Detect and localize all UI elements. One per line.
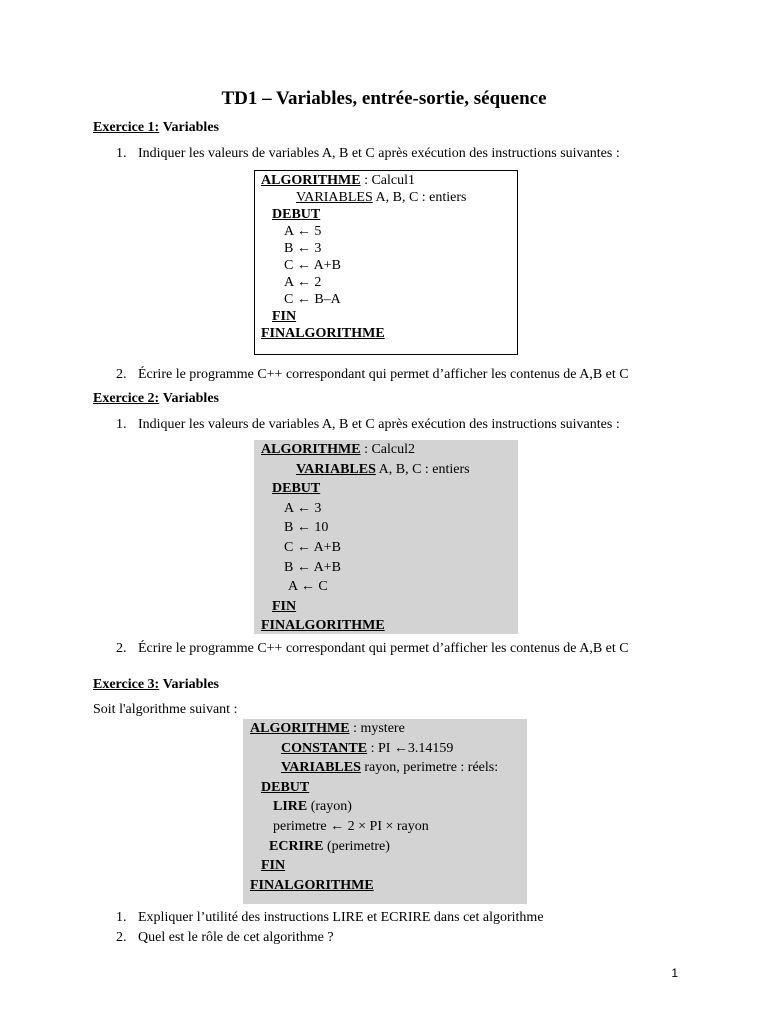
finalgorithme-line [261,616,511,636]
fin-line [261,597,511,617]
instruction-line: B ← 10 [284,520,329,536]
instruction-line: A ← 3 [284,500,322,516]
exercise-2-question-1 [116,417,620,433]
debut-line [261,479,511,499]
finalgorithme-line [261,325,511,342]
instruction-line: C ← A+B [284,539,341,555]
instruction-line: C ← B–A [284,292,341,307]
exercise-3-label: Exercice 3: [93,677,160,692]
finalgorithme-line [250,876,520,896]
algorithm-box-mystere [243,719,527,904]
variables-keyword: VARIABLES [281,760,361,776]
exercise-2-name: Variables [162,391,219,406]
finalgorithme-keyword: FINALGORITHME [250,877,374,893]
ecrire-argument: (perimetre) [323,838,390,854]
exercise-1-label: Exercice 1: [93,120,160,135]
question-number: 1. [116,910,127,925]
debut-keyword: DEBUT [261,779,310,795]
debut-keyword: DEBUT [272,481,321,497]
instruction-line: A ← C [288,579,328,595]
variables-keyword: VARIABLES [296,190,373,205]
fin-keyword: FIN [261,858,286,874]
page-number: 1 [671,966,678,980]
exercise-2-heading [93,391,219,407]
exercise-1-name: Variables [162,120,219,135]
instruction-line: A ← 5 [284,224,322,239]
exercise-2-label: Exercice 2: [93,391,160,406]
question-text: Écrire le programme C++ correspondant qui permet d’afficher les contenus de A,B et C [138,367,629,382]
algo-keyword: ALGORITHME [261,173,361,188]
instruction-line: B ← 3 [284,241,322,256]
question-text: Indiquer les valeurs de variables A, B et C après exécution des instructions suivantes : [138,417,620,432]
question-number: 2. [116,367,127,382]
ecrire-line [250,837,520,857]
exercise-1-heading [93,120,219,136]
algorithm-box-calcul2 [254,440,518,634]
algo-name: : Calcul2 [360,442,416,457]
fin-keyword: FIN [272,598,297,614]
algo-header-line [261,440,511,460]
exercise-1-question-2 [116,367,629,383]
question-text: Quel est le rôle de cet algorithme ? [138,930,334,945]
exercise-1-question-1 [116,146,620,162]
fin-keyword: FIN [272,309,297,324]
question-number: 2. [116,930,127,945]
question-number: 1. [116,417,127,432]
algo-keyword: ALGORITHME [250,721,350,736]
exercise-3-question-1 [116,910,544,926]
algo-variables-line [261,460,511,480]
algo-keyword: ALGORITHME [261,442,361,457]
exercise-3-intro: Soit l'algorithme suivant : [93,702,238,717]
lire-line [250,797,520,817]
constante-declaration: : PI ←3.14159 [367,740,454,756]
fin-line [250,856,520,876]
finalgorithme-keyword: FINALGORITHME [261,618,385,634]
instruction-line: A ← 2 [284,275,322,290]
variables-keyword: VARIABLES [296,461,376,477]
question-text: Écrire le programme C++ correspondant qui permet d’afficher les contenus de A,B et C [138,641,629,656]
finalgorithme-keyword: FINALGORITHME [261,326,385,341]
page-title: TD1 – Variables, entrée-sortie, séquence [221,88,547,109]
variables-declaration: rayon, perimetre : réels: [360,760,499,776]
exercise-3-heading [93,677,219,693]
algo-variables-line [250,758,520,778]
algorithm-box-calcul1 [254,170,518,355]
debut-keyword: DEBUT [272,207,321,222]
lire-keyword: LIRE [273,799,308,815]
exercise-3-name: Variables [162,677,219,692]
algo-header-line [250,719,520,739]
algo-name: : mystere [349,721,405,736]
instruction-line: B ← A+B [284,559,341,575]
algo-header-line [261,172,511,189]
fin-line [261,308,511,325]
lire-argument: (rayon) [307,799,352,815]
variables-declaration: A, B, C : entiers [372,190,467,205]
exercise-3-question-2 [116,930,334,946]
variables-declaration: A, B, C : entiers [375,461,470,477]
constante-keyword: CONSTANTE [281,740,368,756]
debut-line [261,206,511,223]
algo-constante-line [250,739,520,759]
question-number: 2. [116,641,127,656]
debut-line [250,778,520,798]
question-text: Expliquer l’utilité des instructions LIRE et ECRIRE dans cet algorithme [138,910,544,925]
exercise-2-question-2 [116,641,629,657]
ecrire-keyword: ECRIRE [269,838,324,854]
algo-variables-line [261,189,511,206]
instruction-line: C ← A+B [284,258,341,273]
algo-name: : Calcul1 [360,173,416,188]
question-number: 1. [116,146,127,161]
calc-line: perimetre ← 2 × PI × rayon [273,818,429,834]
question-text: Indiquer les valeurs de variables A, B et C après exécution des instructions suivantes : [138,146,620,161]
